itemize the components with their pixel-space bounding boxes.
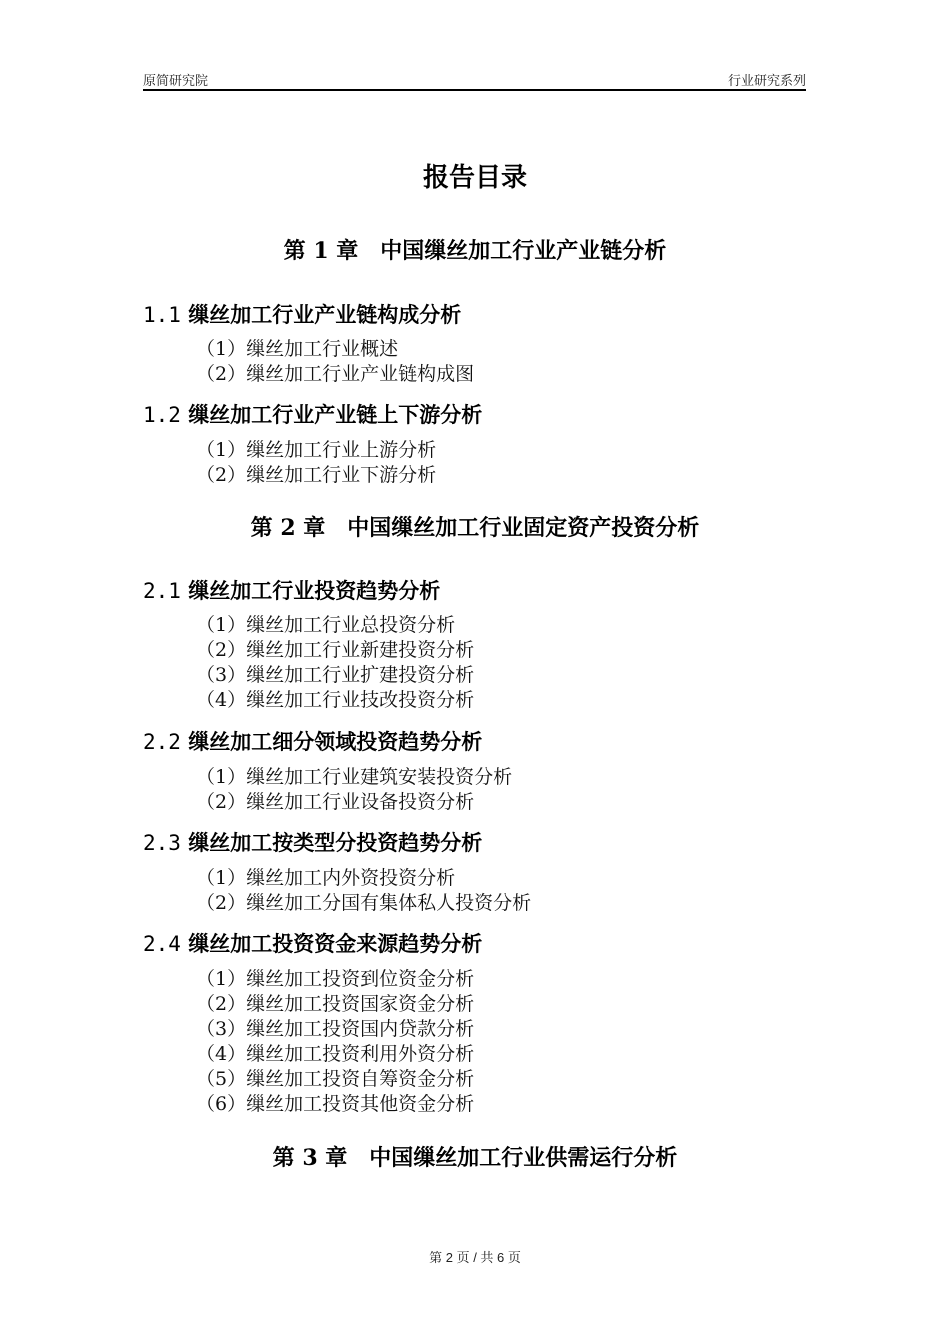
- toc-item: （6）缫丝加工投资其他资金分析: [196, 1093, 475, 1115]
- section-title: 缫丝加工行业产业链构成分析: [188, 303, 462, 327]
- toc-item: （1）缫丝加工行业概述: [196, 338, 399, 360]
- section-heading: [143, 726, 482, 756]
- toc-item: （1）缫丝加工行业建筑安装投资分析: [196, 766, 513, 788]
- section-number: 2.4: [143, 932, 181, 956]
- section-number: 1.2: [143, 403, 181, 427]
- section-title: 缫丝加工行业投资趋势分析: [188, 579, 441, 603]
- section-heading: [143, 827, 482, 857]
- section-heading: [143, 399, 482, 429]
- chapter-heading: 第 3 章 中国缫丝加工行业供需运行分析: [272, 1145, 678, 1171]
- publisher-name: 原简研究院: [143, 73, 209, 88]
- section-number: 1.1: [143, 303, 181, 327]
- toc-item: （3）缫丝加工投资国内贷款分析: [196, 1018, 475, 1040]
- section-title: 缫丝加工细分领域投资趋势分析: [188, 730, 483, 754]
- section-number: 2.2: [143, 730, 181, 754]
- toc-item: （2）缫丝加工行业新建投资分析: [196, 639, 475, 661]
- chapter-heading: 第 1 章 中国缫丝加工行业产业链分析: [283, 238, 667, 264]
- toc-item: （3）缫丝加工行业扩建投资分析: [196, 664, 475, 686]
- section-heading: [143, 928, 482, 958]
- chapter-heading: 第 2 章 中国缫丝加工行业固定资产投资分析: [250, 515, 700, 541]
- page-header: [143, 68, 806, 91]
- toc-item: （1）缫丝加工行业上游分析: [196, 439, 437, 461]
- page-indicator: 第 2 页 / 共 6 页: [429, 1250, 521, 1265]
- toc-item: （1）缫丝加工行业总投资分析: [196, 614, 456, 636]
- toc-item: （2）缫丝加工行业产业链构成图: [196, 363, 475, 385]
- section-title: 缫丝加工行业产业链上下游分析: [188, 403, 483, 427]
- section-heading: [143, 575, 440, 605]
- section-title: 缫丝加工按类型分投资趋势分析: [188, 831, 483, 855]
- toc-item: （2）缫丝加工行业设备投资分析: [196, 791, 475, 813]
- toc-item: （2）缫丝加工行业下游分析: [196, 464, 437, 486]
- section-number: 2.3: [143, 831, 181, 855]
- toc-item: （5）缫丝加工投资自筹资金分析: [196, 1068, 475, 1090]
- section-number: 2.1: [143, 579, 181, 603]
- toc-item: （2）缫丝加工分国有集体私人投资分析: [196, 892, 532, 914]
- section-heading: [143, 299, 461, 329]
- series-name: 行业研究系列: [727, 73, 806, 88]
- section-title: 缫丝加工投资资金来源趋势分析: [188, 932, 483, 956]
- toc-item: （1）缫丝加工内外资投资分析: [196, 867, 456, 889]
- document-title: 报告目录: [422, 163, 527, 193]
- toc-item: （4）缫丝加工行业技改投资分析: [196, 689, 475, 711]
- toc-item: （4）缫丝加工投资利用外资分析: [196, 1043, 475, 1065]
- toc-item: （2）缫丝加工投资国家资金分析: [196, 993, 475, 1015]
- toc-item: （1）缫丝加工投资到位资金分析: [196, 968, 475, 990]
